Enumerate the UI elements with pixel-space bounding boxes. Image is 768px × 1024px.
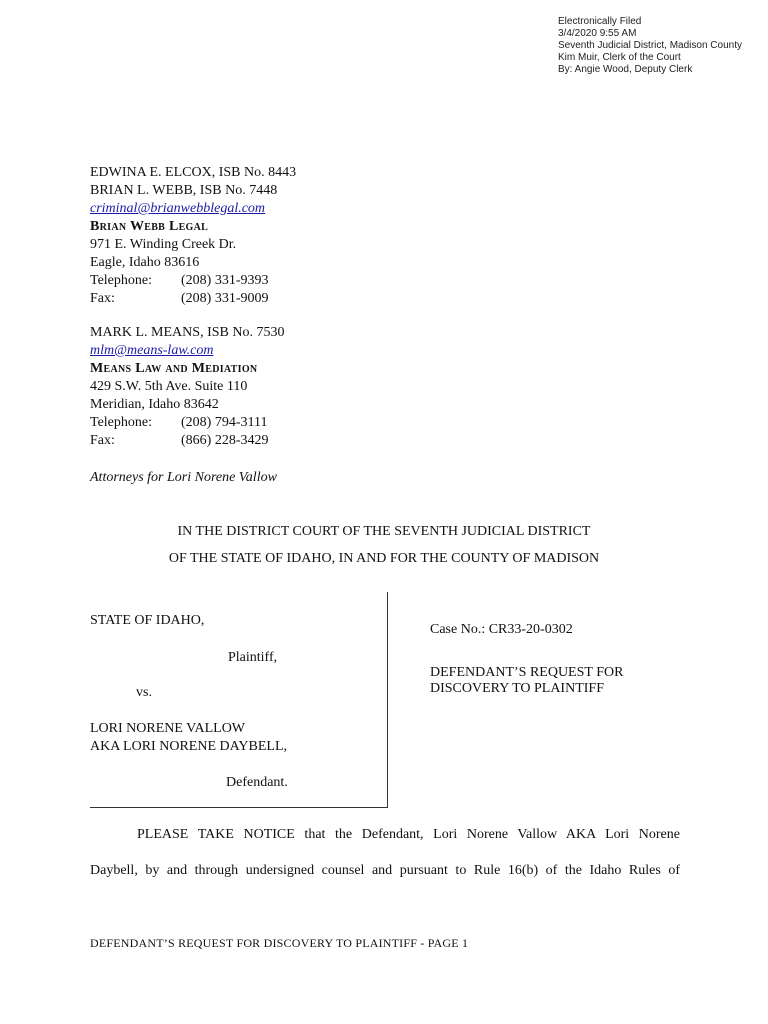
case-caption-parties <box>90 610 388 808</box>
counsel-block-1 <box>90 164 296 308</box>
telephone-number: (208) 331-9393 <box>181 273 269 288</box>
court-heading-line1: IN THE DISTRICT COURT OF THE SEVENTH JUDICIAL DISTRICT <box>177 524 591 539</box>
stamp-line: Electronically Filed <box>558 16 642 27</box>
caption-divider <box>387 592 388 610</box>
document-title <box>430 665 623 697</box>
telephone-row <box>90 414 284 432</box>
address-line: 429 S.W. 5th Ave. Suite 110 <box>90 379 248 394</box>
stamp-line: Seventh Judicial District, Madison County <box>558 40 742 51</box>
attorney-name: EDWINA E. ELCOX, ISB No. 8443 <box>90 165 297 180</box>
defendant-name: LORI NORENE VALLOW <box>90 721 246 736</box>
counsel-block-2 <box>90 324 284 450</box>
fax-row <box>90 432 284 450</box>
plaintiff-role: Plaintiff, <box>228 650 278 665</box>
versus: vs. <box>136 685 152 700</box>
fax-label: Fax: <box>90 433 115 448</box>
stamp-line: Kim Muir, Clerk of the Court <box>558 52 681 63</box>
attorneys-for-line: Attorneys for Lori Norene Vallow <box>90 470 277 485</box>
address-line: Meridian, Idaho 83642 <box>90 397 219 412</box>
stamp-line: By: Angie Wood, Deputy Clerk <box>558 64 693 75</box>
fax-number: (866) 228-3429 <box>181 433 269 448</box>
address-line: 971 E. Winding Creek Dr. <box>90 237 237 252</box>
fax-label: Fax: <box>90 291 115 306</box>
telephone-number: (208) 794-3111 <box>181 415 268 430</box>
fax-row <box>90 290 296 308</box>
firm-name: Means Law and Mediation <box>90 361 258 376</box>
attorney-name: BRIAN L. WEBB, ISB No. 7448 <box>90 183 278 198</box>
telephone-row <box>90 272 296 290</box>
email-link[interactable]: mlm@means-law.com <box>90 343 214 358</box>
body-paragraph-line: PLEASE TAKE NOTICE that the Defendant, Lori Norene Vallow AKA Lori Norene <box>137 827 680 842</box>
attorney-name: MARK L. MEANS, ISB No. 7530 <box>90 325 285 340</box>
electronic-filing-stamp <box>558 16 742 76</box>
court-heading-line2: OF THE STATE OF IDAHO, IN AND FOR THE COUNTY OF MADISON <box>168 551 600 566</box>
firm-name: Brian Webb Legal <box>90 219 209 234</box>
email-link[interactable]: criminal@brianwebblegal.com <box>90 201 266 216</box>
defendant-alias: AKA LORI NORENE DAYBELL, <box>90 739 288 754</box>
stamp-line: 3/4/2020 9:55 AM <box>558 28 637 39</box>
telephone-label: Telephone: <box>90 415 152 430</box>
document-title-line: DISCOVERY TO PLAINTIFF <box>430 681 604 696</box>
telephone-label: Telephone: <box>90 273 152 288</box>
document-title-line: DEFENDANT’S REQUEST FOR <box>430 665 624 680</box>
case-number: Case No.: CR33-20-0302 <box>430 622 573 637</box>
defendant-role: Defendant. <box>226 775 288 790</box>
fax-number: (208) 331-9009 <box>181 291 269 306</box>
body-paragraph-line: Daybell, by and through undersigned counsel and pursuant to Rule 16(b) of the Idaho Rules of <box>90 863 680 878</box>
page-footer: DEFENDANT’S REQUEST FOR DISCOVERY TO PLAINTIFF - PAGE 1 <box>90 936 469 950</box>
address-line: Eagle, Idaho 83616 <box>90 255 200 270</box>
plaintiff-name: STATE OF IDAHO, <box>90 613 205 628</box>
